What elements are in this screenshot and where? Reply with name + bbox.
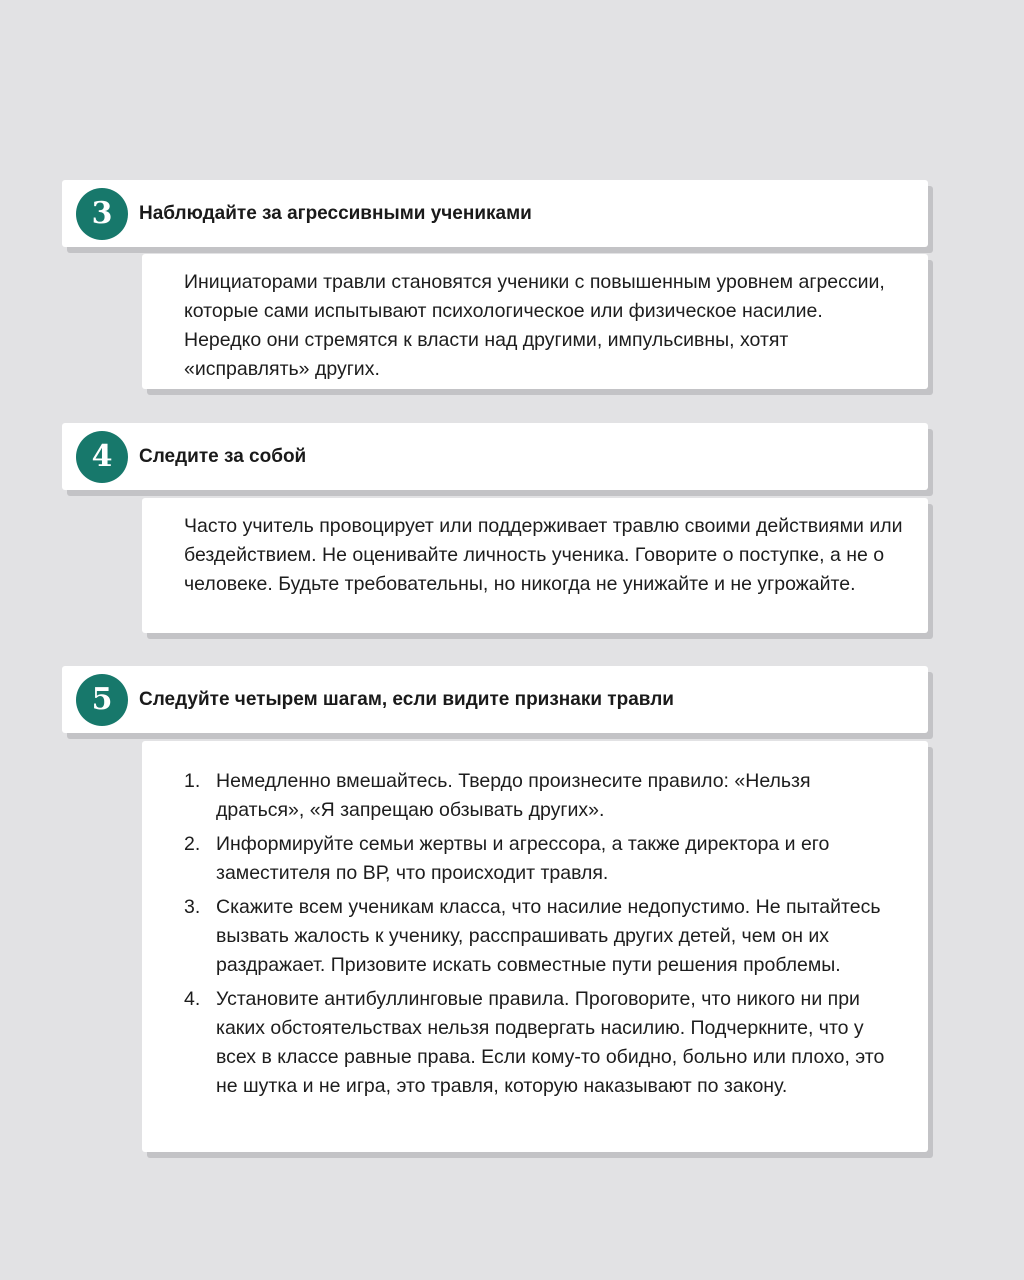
section-5-header [62, 666, 928, 733]
step-item [184, 985, 904, 1101]
step-number: 4. [184, 988, 201, 1010]
step-item [184, 830, 904, 888]
section-5-body [142, 741, 928, 1152]
section-paragraph: Инициаторами травли становятся ученики с повышенным уровнем агрессии, которые сами испытывают психологическое или физическое насилие. Нередко они стремятся к власти над другими, импульсивны, хотят «исправлять» других. [184, 271, 885, 380]
step-number: 1. [184, 770, 201, 792]
step-text: Установите антибуллинговые правила. Проговорите, что никого ни при каких обстоятельствах нельзя подвергать насилию. Подчеркните, что у всех в классе равные права. Если кому-то обидно, больно или плохо, это не шутка и не игра, это травля, которую наказывают по закону. [216, 988, 885, 1097]
steps-container [184, 767, 904, 1106]
section-3-body [142, 254, 928, 389]
section-title: Следите за собой [139, 446, 307, 467]
section-4-body [142, 498, 928, 633]
step-text: Скажите всем ученикам класса, что насилие недопустимо. Не пытайтесь вызвать жалость к ученику, расспрашивать других детей, чем он их раздражает. Призовите искать совместные пути решения проблемы. [216, 896, 881, 976]
section-number-badge: 3 [76, 188, 128, 240]
step-item [184, 767, 904, 825]
step-text: Информируйте семьи жертвы и агрессора, а также директора и его заместителя по ВР, что происходит травля. [216, 833, 830, 884]
section-title: Наблюдайте за агрессивными учениками [139, 203, 532, 224]
section-3-header [62, 180, 928, 247]
steps-list [184, 767, 904, 1101]
step-number: 3. [184, 896, 201, 918]
section-number-badge: 4 [76, 431, 128, 483]
step-text: Немедленно вмешайтесь. Твердо произнесите правило: «Нельзя драться», «Я запрещаю обзывать других». [216, 770, 811, 821]
step-number: 2. [184, 833, 201, 855]
section-number-badge: 5 [76, 674, 128, 726]
section-text [184, 268, 904, 384]
section-4-header [62, 423, 928, 490]
section-text [184, 512, 904, 599]
section-title: Следуйте четырем шагам, если видите признаки травли [139, 689, 674, 710]
section-paragraph: Часто учитель провоцирует или поддерживает травлю своими действиями или бездействием. Не оценивайте личность ученика. Говорите о поступке, а не о человеке. Будьте требовательны, но никогда не унижайте и не угрожайте. [184, 515, 903, 595]
step-item [184, 893, 904, 980]
